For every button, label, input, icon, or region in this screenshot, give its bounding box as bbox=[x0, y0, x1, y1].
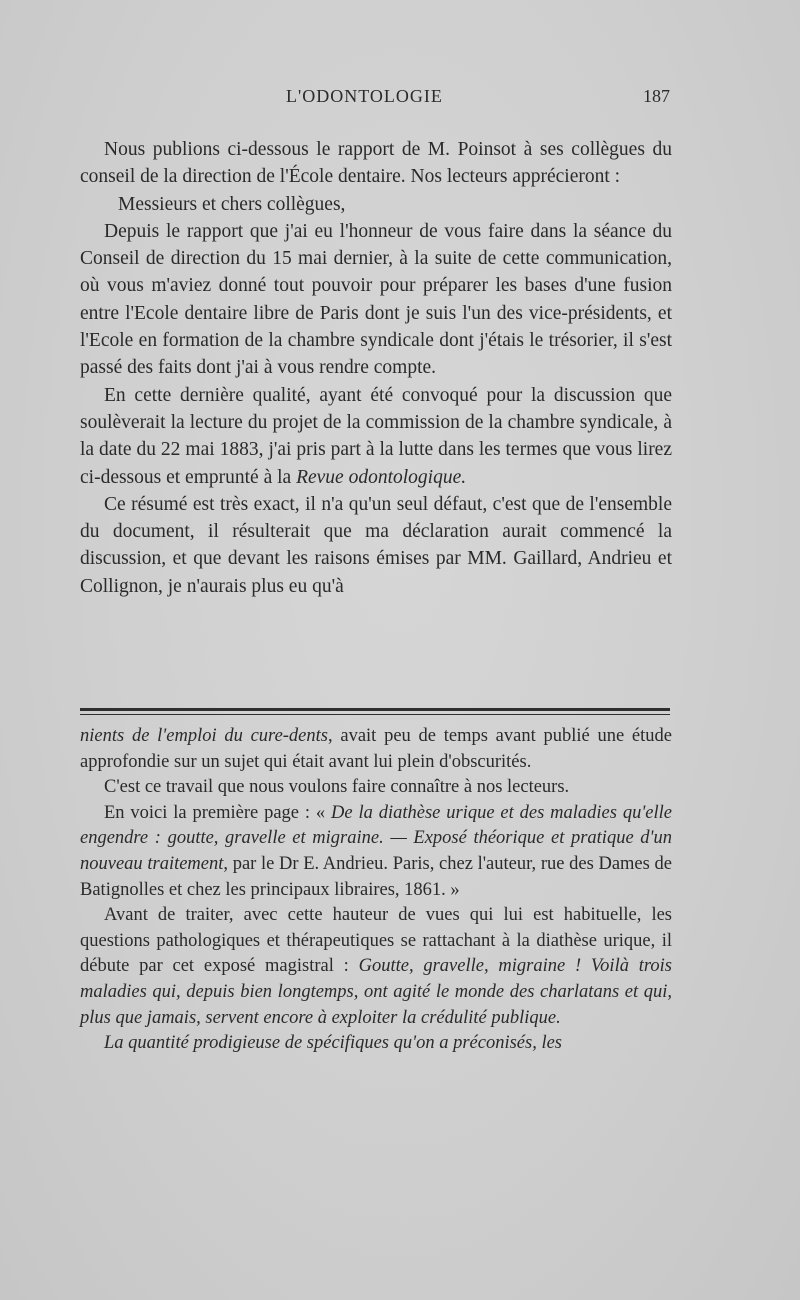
note-book-title: De la diathèse urique et des maladies qu'elle engendre : goutte, gravelle et migraine. — Exposé théorique et pratique d'un nouveau traitement bbox=[80, 802, 672, 874]
paragraph-3: Ce résumé est très exact, il n'a qu'un seul défaut, c'est que de l'ensemble du document, il résulterait que ma déclaration aurait commencé la discussion, et que devant les raisons émises par MM. Gaillard, Andrieu et Collignon, je n'aurais plus eu qu'à bbox=[80, 493, 672, 597]
main-text bbox=[80, 136, 672, 600]
paragraph-2-journal-title: Revue odontologique. bbox=[296, 466, 467, 488]
note-title-fragment: nients de l'emploi du cure-dents bbox=[80, 726, 328, 746]
separator-thick-rule bbox=[80, 708, 670, 711]
note-paragraph-4-quote: Goutte, gravelle, migraine ! Voilà trois maladies qui, depuis bien longtemps, ont agité le monde des charlatans et qui, plus que jamais, servent encore à exploiter la crédulité publique. bbox=[80, 956, 672, 1028]
note-paragraph-4 bbox=[80, 903, 672, 1031]
page-number: 187 bbox=[643, 86, 670, 106]
note-paragraph-4-text: Avant de traiter, avec cette hauteur de vues qui lui est habituelle, les questions pathologiques et thérapeutiques se rattachant à la diathèse urique, il débute par cet exposé magistral : bbox=[80, 905, 672, 977]
paragraph-1: Depuis le rapport que j'ai eu l'honneur de vous faire dans la séance du Conseil de direction du 15 mai dernier, à la suite de cette communication, où vous m'aviez donné tout pouvoir pour préparer les bases d'une fusion entre l'Ecole dentaire libre de Paris dont je suis l'un des vice-présidents, et l'Ecole en formation de la chambre syndicale dont j'étais le trésorier, il s'est passé des faits dont j'ai à vous rendre compte. bbox=[80, 220, 672, 379]
note-paragraph-2: C'est ce travail que nous voulons faire connaître à nos lecteurs. bbox=[104, 777, 570, 798]
note-paragraph-1 bbox=[80, 724, 672, 775]
note-paragraph-3 bbox=[80, 801, 672, 903]
page-header bbox=[80, 86, 670, 110]
footnote-separator bbox=[80, 708, 670, 715]
separator-thin-rule bbox=[80, 714, 670, 715]
paragraph-2-text: En cette dernière qualité, ayant été convoqué pour la discussion que soulèverait la lecture du projet de la commission de la chambre syndicale, à la date du 22 mai 1883, j'ai pris part à la lutte dans les termes que vous lirez ci-dessous et emprunté à la bbox=[80, 384, 672, 488]
note-paragraph-1-text: , avait peu de temps avant publié une étude approfondie sur un sujet qui était avant lui plein d'obscurités. bbox=[80, 726, 672, 772]
note-paragraph-5 bbox=[80, 1031, 672, 1057]
note-paragraph-5-quote: La quantité prodigieuse de spécifiques qu'on a préconisés, les bbox=[104, 1033, 563, 1054]
running-title: L'ODONTOLOGIE bbox=[286, 86, 443, 106]
note-paragraph-3-lead: En voici la première page : « bbox=[104, 802, 332, 823]
note-paragraph-3-tail: , par le Dr E. Andrieu. Paris, chez l'auteur, rue des Dames de Batignolles et chez les principaux libraires, 1861. » bbox=[80, 853, 672, 900]
note-text bbox=[80, 724, 672, 1057]
salutation: Messieurs et chers collègues, bbox=[118, 193, 346, 215]
intro-paragraph: Nous publions ci-dessous le rapport de M. Poinsot à ses collègues du conseil de la direction de l'École dentaire. Nos lecteurs apprécieront : bbox=[80, 139, 672, 188]
paragraph-2 bbox=[80, 382, 672, 491]
